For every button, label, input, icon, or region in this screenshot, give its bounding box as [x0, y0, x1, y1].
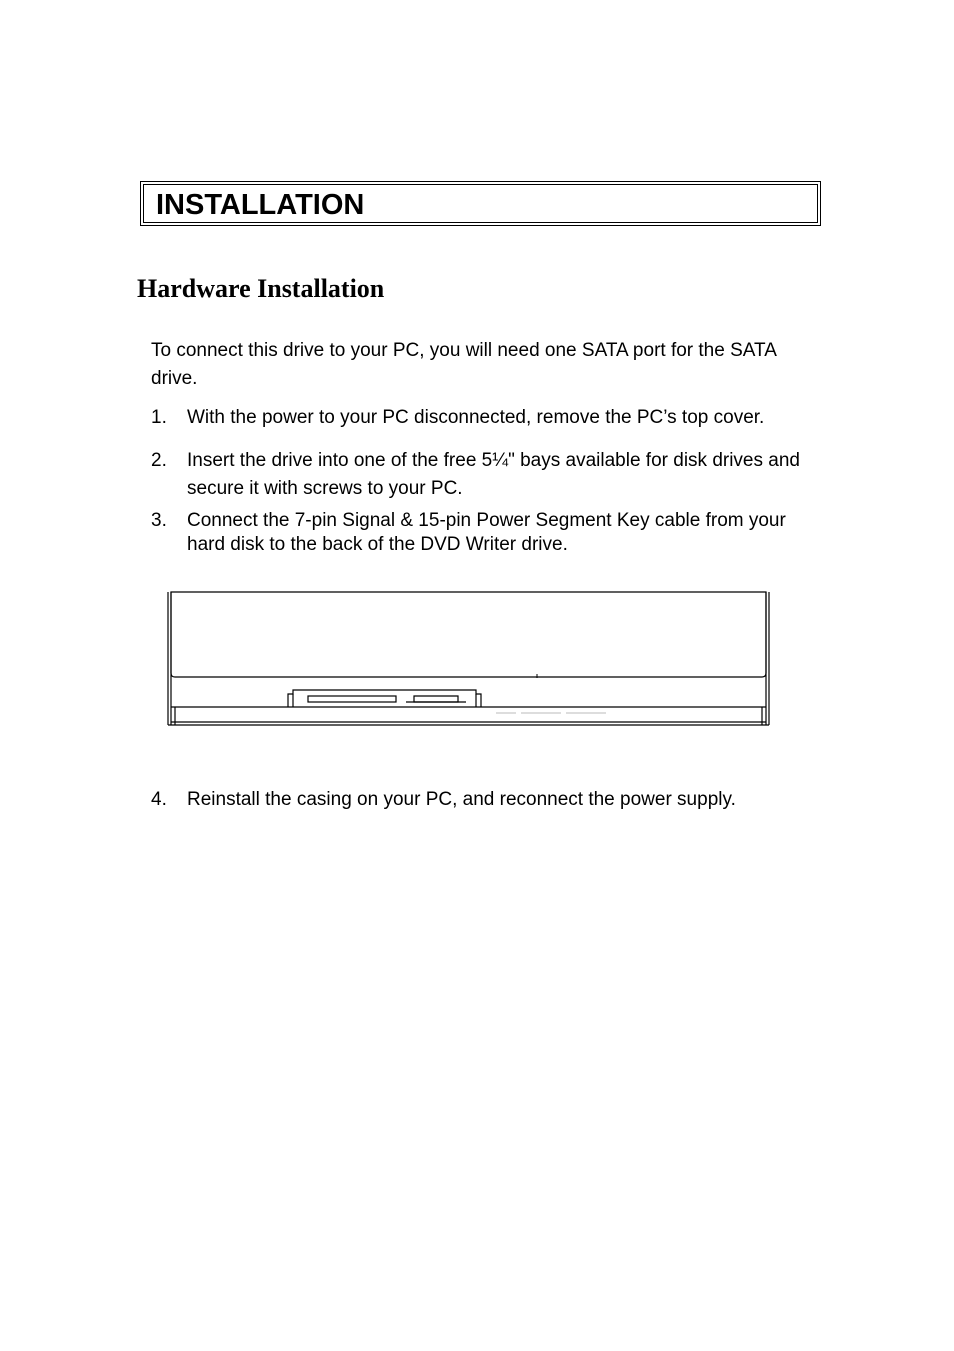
step-text: With the power to your PC disconnected, remove the PC’s top cover.	[187, 407, 765, 428]
step-text: Reinstall the casing on your PC, and reconnect the power supply.	[187, 789, 736, 810]
section-header-box	[140, 181, 821, 226]
step-text: Connect the 7-pin Signal & 15-pin Power Segment Key cable from your hard disk to the back of the DVD Writer drive.	[187, 510, 786, 555]
drive-rear-view-figure	[166, 589, 772, 729]
subsection-title: Hardware Installation	[137, 274, 385, 303]
section-title: INSTALLATION	[156, 189, 365, 221]
step-number: 4.	[151, 789, 167, 810]
optical-drive-icon	[166, 589, 772, 729]
section-header-inner-border	[143, 184, 818, 223]
step-number: 1.	[151, 407, 167, 428]
step-text: Insert the drive into one of the free 5¼" bays available for disk drives and secure it with screws to your PC.	[187, 450, 800, 499]
step-number: 3.	[151, 510, 167, 531]
intro-paragraph: To connect this drive to your PC, you will need one SATA port for the SATA drive.	[151, 340, 776, 389]
step-number: 2.	[151, 450, 167, 471]
